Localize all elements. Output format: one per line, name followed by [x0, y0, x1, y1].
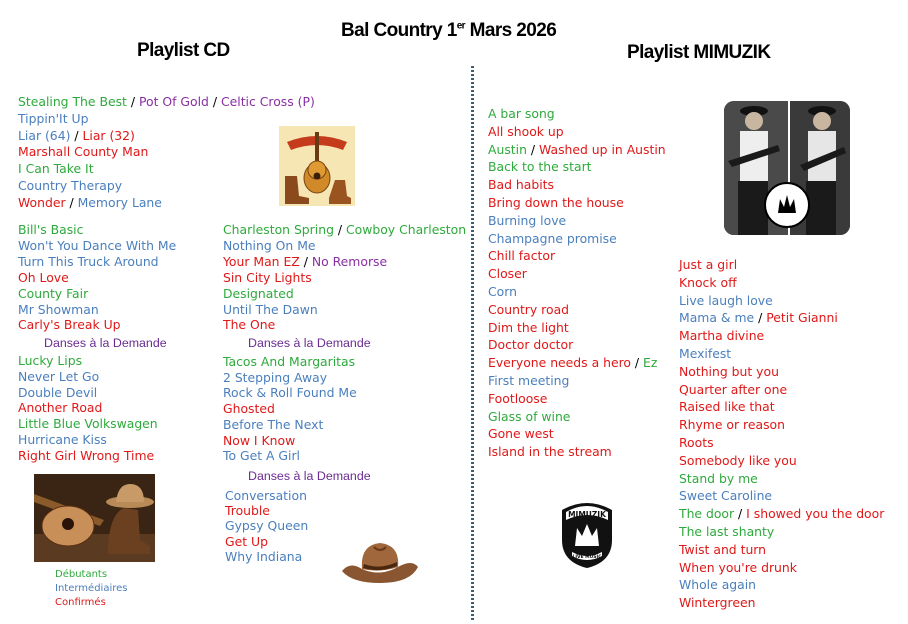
separator: /: [208, 94, 221, 109]
guitar-boots-icon: [279, 126, 355, 206]
cd-column-2b: [223, 354, 357, 464]
song-title: Sin City Lights: [223, 269, 312, 285]
song-title: Bill's Basic: [18, 222, 84, 237]
song-title: Mexifest: [679, 345, 732, 361]
song-title: Tippin'It Up: [18, 110, 89, 126]
song-title: No Remorse: [311, 253, 388, 269]
song-item: [679, 309, 884, 327]
song-title: Nothing On Me: [223, 237, 316, 253]
cd-column-1a: [18, 222, 176, 333]
playlist-cd-title: Playlist CD: [137, 40, 230, 61]
song-item: [679, 416, 884, 434]
song-item: [488, 230, 666, 248]
song-title: Austin: [488, 141, 527, 157]
song-title: Petit Gianni: [766, 310, 838, 326]
song-title: Chill factor: [488, 248, 556, 264]
song-item: [488, 123, 666, 141]
song-item: [488, 212, 666, 230]
song-item: [18, 195, 315, 212]
song-title: Champagne promise: [488, 230, 617, 246]
legend-confirmes: Confirmés: [55, 597, 106, 608]
song-item: [679, 345, 884, 363]
song-title: Roots: [679, 434, 714, 450]
song-title: Footloose: [488, 390, 548, 406]
song-item: [488, 283, 666, 301]
song-item: [223, 417, 357, 433]
song-item: [679, 576, 884, 594]
logo-text: MIMUZIK: [568, 510, 606, 519]
song-title: County Fair: [18, 285, 89, 301]
separator: /: [754, 310, 767, 326]
song-item: [488, 336, 666, 354]
demande-label: Danses à la Demande: [44, 336, 167, 350]
song-title: Why Indiana: [225, 548, 303, 564]
song-title: Charleston Spring: [223, 222, 334, 237]
mimuzik-column-1: [488, 105, 666, 461]
column-divider: [471, 66, 474, 622]
song-item: [488, 105, 666, 123]
song-title: Sweet Caroline: [679, 488, 773, 504]
song-item: [679, 327, 884, 345]
song-title: Liar (32): [82, 127, 135, 143]
separator: /: [333, 222, 346, 237]
song-title: Turn This Truck Around: [18, 253, 159, 269]
song-item: [223, 270, 466, 286]
song-item: [223, 401, 357, 417]
song-item: [488, 443, 666, 461]
song-title: Martha divine: [679, 328, 765, 344]
legend-debutants: Débutants: [55, 569, 108, 580]
band-photo-icon: [724, 101, 850, 235]
song-item: [488, 194, 666, 212]
demande-label: Danses à la Demande: [248, 469, 371, 483]
song-item: [679, 292, 884, 310]
song-title: Gypsy Queen: [225, 518, 309, 534]
song-title: The last shanty: [679, 523, 775, 539]
song-item: [488, 408, 666, 426]
song-item: [679, 256, 884, 274]
logo-subtext: LIVE MUSIC: [572, 555, 602, 560]
song-title: Until The Dawn: [223, 301, 318, 317]
song-item: [679, 274, 884, 292]
song-title: Knock off: [679, 274, 737, 290]
song-item: [488, 390, 666, 408]
cowboy-hat-icon: [340, 537, 420, 587]
song-item: [679, 541, 884, 559]
song-title: Glass of wine: [488, 408, 571, 424]
song-item: [488, 141, 666, 159]
song-item: [679, 523, 884, 541]
song-title: Mama & me: [679, 310, 755, 326]
song-item: [225, 488, 308, 503]
level-legend: [55, 568, 127, 610]
song-item: [18, 302, 176, 318]
song-item: [18, 178, 315, 195]
song-title: Live laugh love: [679, 292, 773, 308]
song-title: Stand by me: [679, 470, 758, 486]
song-title: Before The Next: [223, 416, 324, 432]
song-title: Mr Showman: [18, 301, 99, 317]
song-title: Cowboy Charleston: [346, 222, 467, 237]
song-title: Your Man EZ: [223, 253, 300, 269]
song-title: Double Devil: [18, 384, 98, 400]
separator: /: [299, 253, 312, 269]
song-item: [223, 222, 466, 238]
song-title: Won't You Dance With Me: [18, 237, 177, 253]
song-title: Lucky Lips: [18, 353, 83, 368]
song-item: [223, 238, 466, 254]
song-title: Closer: [488, 266, 527, 282]
song-item: [679, 559, 884, 577]
song-item: [18, 317, 176, 333]
song-item: [18, 416, 158, 432]
song-item: [18, 369, 158, 385]
song-title: Wintergreen: [679, 595, 756, 611]
song-item: [18, 94, 315, 111]
song-item: [679, 363, 884, 381]
song-title: Pot Of Gold: [138, 94, 209, 109]
song-item: [223, 433, 357, 449]
song-item: [18, 254, 176, 270]
song-title: Ghosted: [223, 401, 275, 417]
song-title: Doctor doctor: [488, 337, 574, 353]
song-item: [488, 425, 666, 443]
guitar-hat-icon: [34, 474, 155, 562]
song-title: I showed you the door: [746, 506, 885, 522]
song-item: [225, 534, 308, 549]
legend-intermediaires: Intermédiaires: [55, 583, 128, 594]
song-title: Back to the start: [488, 159, 592, 175]
song-item: [679, 452, 884, 470]
song-item: [488, 265, 666, 283]
song-title: Trouble: [225, 503, 270, 519]
song-title: Wonder: [18, 194, 66, 210]
song-title: Little Blue Volkswagen: [18, 416, 158, 432]
song-title: Country road: [488, 301, 570, 317]
song-item: [18, 432, 158, 448]
song-item: [488, 354, 666, 372]
song-title: Whole again: [679, 577, 757, 593]
separator: /: [734, 506, 747, 522]
song-title: Carly's Break Up: [18, 317, 121, 333]
song-item: [488, 247, 666, 265]
song-title: Memory Lane: [77, 194, 162, 210]
song-title: First meeting: [488, 372, 570, 388]
song-item: [223, 286, 466, 302]
song-item: [18, 353, 158, 369]
song-title: The One: [223, 317, 276, 333]
song-title: Hurricane Kiss: [18, 431, 107, 447]
mimuzik-logo-icon: [556, 496, 618, 570]
separator: /: [70, 127, 83, 143]
song-item: [18, 161, 315, 178]
song-item: [223, 448, 357, 464]
song-title: Bring down the house: [488, 194, 624, 210]
song-item: [679, 470, 884, 488]
song-item: [18, 448, 158, 464]
song-item: [18, 270, 176, 286]
song-title: Right Girl Wrong Time: [18, 447, 155, 463]
song-title: Get Up: [225, 533, 268, 549]
separator: /: [126, 94, 139, 109]
song-title: All shook up: [488, 123, 564, 139]
song-title: Corn: [488, 283, 517, 299]
song-item: [488, 301, 666, 319]
mimuzik-column-2: [679, 256, 884, 612]
song-title: When you're drunk: [679, 559, 797, 575]
separator: /: [630, 355, 644, 371]
song-title: Island in the stream: [488, 444, 612, 460]
song-item: [223, 385, 357, 401]
cd-group-1: [18, 94, 315, 212]
song-item: [18, 238, 176, 254]
song-title: Stealing The Best: [18, 94, 127, 109]
song-title: Conversation: [225, 488, 307, 503]
song-title: Rhyme or reason: [679, 417, 785, 433]
song-item: [679, 381, 884, 399]
song-item: [679, 434, 884, 452]
song-title: Nothing but you: [679, 363, 779, 379]
song-item: [223, 317, 466, 333]
song-title: Country Therapy: [18, 177, 123, 193]
song-item: [679, 487, 884, 505]
song-title: Another Road: [18, 400, 103, 416]
song-title: Everyone needs a hero: [488, 355, 631, 371]
song-item: [488, 319, 666, 337]
song-title: Rock & Roll Found Me: [223, 385, 357, 401]
song-title: Designated: [223, 285, 294, 301]
song-item: [488, 372, 666, 390]
song-title: Tacos And Margaritas: [223, 354, 356, 369]
song-item: [679, 398, 884, 416]
song-item: [679, 594, 884, 612]
song-title: 2 Stepping Away: [223, 369, 328, 385]
song-item: [225, 503, 308, 518]
song-item: [18, 128, 315, 145]
cd-column-2c: [225, 488, 308, 564]
song-item: [223, 354, 357, 370]
song-item: [18, 111, 315, 128]
song-title: Just a girl: [679, 257, 738, 272]
song-title: Gone west: [488, 426, 554, 442]
song-title: The door: [679, 506, 735, 522]
separator: /: [526, 141, 540, 157]
song-item: [18, 222, 176, 238]
song-title: Marshall County Man: [18, 144, 149, 160]
song-title: Now I Know: [223, 432, 296, 448]
song-title: Burning love: [488, 212, 567, 228]
song-title: Ez: [643, 355, 658, 371]
cd-column-2a: [223, 222, 466, 333]
song-item: [18, 400, 158, 416]
song-item: [223, 254, 466, 270]
cd-column-1b: [18, 353, 158, 464]
song-title: Dim the light: [488, 319, 569, 335]
song-title: Quarter after one: [679, 381, 788, 397]
song-item: [223, 302, 466, 318]
song-title: I Can Take It: [18, 161, 94, 177]
song-item: [225, 549, 308, 564]
song-item: [18, 144, 315, 161]
song-title: A bar song: [488, 106, 555, 121]
song-title: Washed up in Austin: [539, 141, 666, 157]
song-title: Somebody like you: [679, 452, 797, 468]
song-item: [488, 176, 666, 194]
playlist-mimuzik-title: Playlist MIMUZIK: [627, 42, 771, 63]
page-title: Bal Country 1er Mars 2026: [341, 20, 557, 41]
song-title: Bad habits: [488, 177, 554, 193]
demande-label: Danses à la Demande: [248, 336, 371, 350]
song-item: [225, 518, 308, 533]
song-item: [18, 385, 158, 401]
song-title: Raised like that: [679, 399, 775, 415]
song-title: To Get A Girl: [223, 448, 300, 464]
song-item: [18, 286, 176, 302]
song-title: Celtic Cross (P): [220, 94, 315, 109]
song-item: [488, 158, 666, 176]
song-title: Twist and turn: [679, 541, 767, 557]
separator: /: [65, 194, 78, 210]
song-item: [679, 505, 884, 523]
song-title: Oh Love: [18, 269, 69, 285]
song-item: [223, 370, 357, 386]
song-title: Liar (64): [18, 127, 71, 143]
song-title: Never Let Go: [18, 368, 100, 384]
